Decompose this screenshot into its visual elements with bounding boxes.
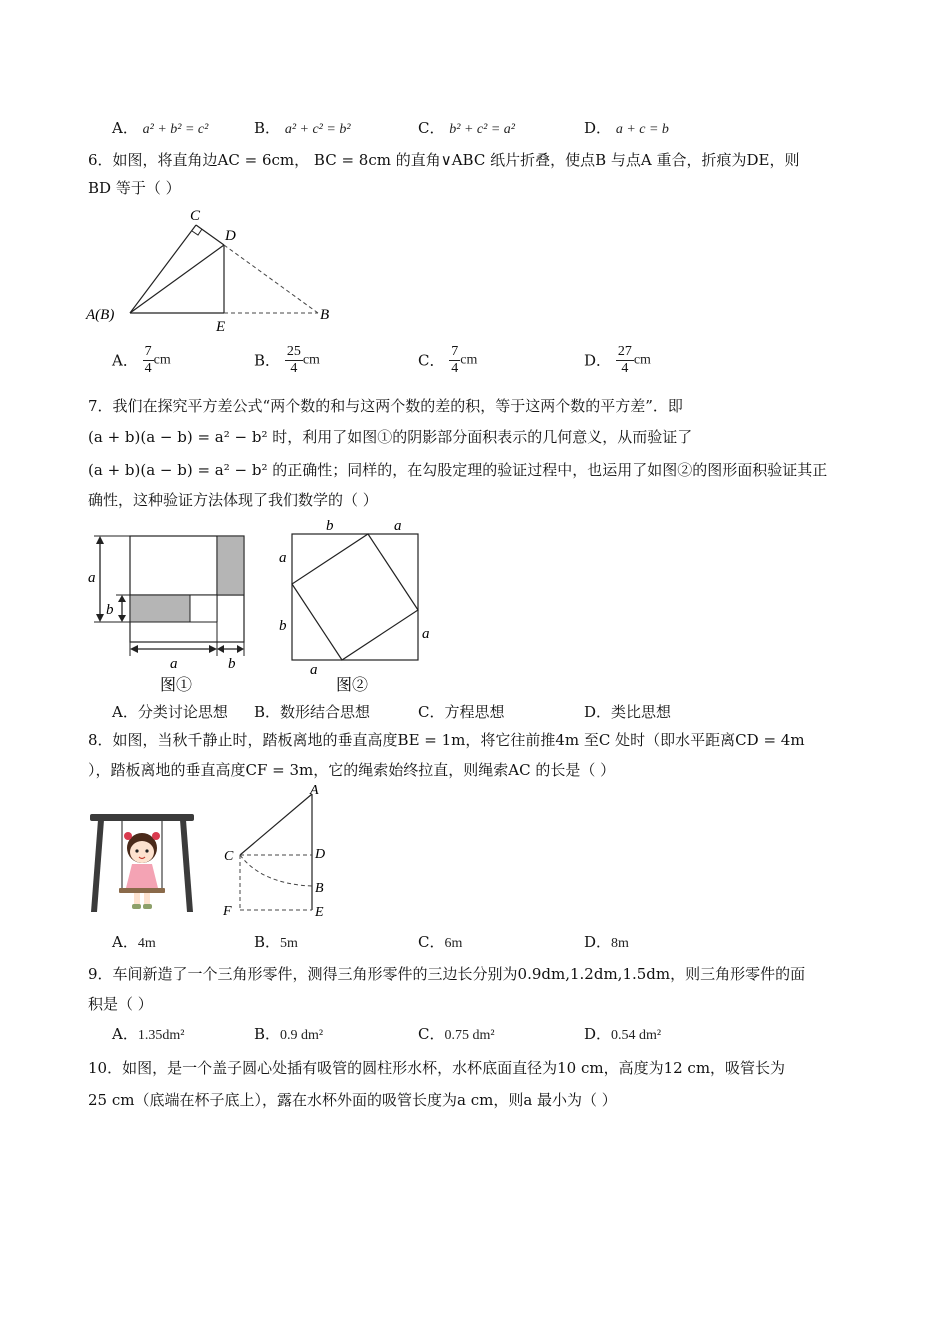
q7-fig1-small-square (190, 595, 217, 622)
q9-stem-line2: 积是（ ） (88, 995, 153, 1013)
swing-top-bar (90, 814, 194, 821)
q7-option-a[interactable]: A．分类讨论思想 (112, 703, 228, 721)
q6-seg-cd (196, 225, 224, 245)
q7-fig1-arrowhead (96, 536, 104, 544)
q7-option-c[interactable]: C．方程思想 (418, 703, 505, 721)
q7-fig1-caption: 图① (160, 677, 193, 694)
q6-option-a[interactable]: A． $\frac{7}{4}$ cm (112, 344, 171, 376)
q8-label-e: E (315, 905, 324, 920)
q8-stem-line1: 8．如图，当秋千静止时，踏板离地的垂直高度BE = 1m，将它往前推4m 至C 处时（即水平距离CD = 4m (88, 731, 805, 749)
q8-option-c[interactable]: C．6m (418, 933, 463, 951)
q8-swing-illustration (86, 808, 198, 916)
girl-bow-right (152, 832, 160, 840)
q6-option-b-fraction: $\frac{25}{4}$ (286, 344, 301, 376)
q8-label-d: D (315, 847, 326, 862)
q7-fig1-shaded-right (217, 536, 244, 595)
q6-option-d-fraction: $\frac{27}{4}$ (617, 344, 632, 376)
q7-fig2-label-b-top: b (326, 518, 334, 534)
girl-leg-right (144, 893, 150, 905)
q7-fig2-label-a-right: a (422, 626, 430, 642)
q6-option-d[interactable]: D． $\frac{27}{4}$ cm (584, 344, 651, 376)
q6-seg-ac (130, 225, 196, 313)
q6-right-angle-mark (192, 229, 202, 235)
q9-option-a[interactable]: A．1.35dm² (112, 1025, 185, 1043)
q8-label-b: B (315, 881, 324, 896)
q6-option-c[interactable]: C． $\frac{7}{4}$ cm (418, 344, 478, 376)
q5-option-b[interactable]: B． a² + c² = b² (254, 119, 351, 137)
girl-leg-left (134, 893, 140, 905)
girl-face (130, 841, 154, 863)
q5-option-c[interactable]: C． b² + c² = a² (418, 119, 515, 137)
q7-option-b[interactable]: B．数形结合思想 (254, 703, 371, 721)
q7-fig1-label-b-bottom: b (228, 656, 236, 672)
q7-fig2-label-b-left: b (279, 618, 287, 634)
girl-eye-left (135, 849, 138, 852)
q5-option-d[interactable]: D． a + c = b (584, 119, 669, 137)
q7-fig1-arrowhead (130, 645, 138, 653)
swing-left-post (91, 820, 104, 912)
q8-seg-ac (240, 794, 312, 855)
q7-stem-line3: (a + b)(a − b) = a² − b² 的正确性；同样的，在勾股定理的验证过程中，也运用了如图②的图形面积验证其正 (88, 461, 828, 479)
q6-option-b[interactable]: B． $\frac{25}{4}$ cm (254, 344, 320, 376)
q7-fig1-arrowhead (209, 645, 217, 653)
girl-shoe-left (132, 904, 141, 909)
q5-option-a[interactable]: A． a² + b² = c² (112, 119, 209, 137)
q6-label-d: D (225, 228, 236, 244)
q8-label-a: A (310, 783, 319, 798)
q7-fig1-arrowhead (217, 645, 224, 653)
q8-figure (218, 782, 338, 922)
q8-option-b[interactable]: B．5m (254, 933, 298, 951)
q6-seg-db-dashed (224, 245, 318, 313)
q7-fig2-outer-square (292, 534, 418, 660)
q7-figure-2 (270, 514, 440, 696)
q7-fig2-label-a-top: a (394, 518, 402, 534)
q6-figure (80, 200, 350, 340)
q8-label-c: C (224, 849, 234, 864)
q9-option-d[interactable]: D．0.54 dm² (584, 1025, 662, 1043)
q8-option-d[interactable]: D．8m (584, 933, 629, 951)
q7-fig2-label-a-left: a (279, 550, 287, 566)
q7-fig2-label-a-bottom: a (310, 662, 318, 678)
q7-fig2-caption: 图② (336, 677, 369, 694)
q7-stem-line4: 确性，这种验证方法体现了我们数学的（ ） (88, 491, 378, 509)
girl-dress (126, 864, 158, 888)
q7-fig1-label-b-left: b (106, 602, 114, 618)
q6-option-a-fraction: $\frac{7}{4}$ (144, 344, 152, 376)
q8-option-a[interactable]: A．4m (112, 933, 156, 951)
q7-stem-line2: (a + b)(a − b) = a² − b² 时，利用了如图①的阴影部分面积表示的几何意义，从而验证了 (88, 428, 693, 446)
q7-figure-1 (80, 518, 260, 696)
q7-fig1-label-a-bottom: a (170, 656, 178, 672)
q6-label-ab: A(B) (86, 307, 115, 323)
q7-fig1-arrowhead (96, 614, 104, 622)
q6-option-c-fraction: $\frac{7}{4}$ (451, 344, 459, 376)
q6-label-b: B (320, 307, 330, 323)
q10-stem-line2: 25 cm（底端在杯子底上），露在水杯外面的吸管长度为a cm，则a 最小为（ ） (88, 1091, 617, 1109)
q7-fig1-label-a-left: a (88, 570, 96, 586)
q6-label-e: E (216, 319, 226, 335)
swing-seat (119, 888, 165, 893)
q7-fig1-arrowhead (237, 645, 244, 653)
q7-stem-line1: 7．我们在探究平方差公式“两个数的和与这两个数的差的积，等于这两个数的平方差”．即 (88, 397, 683, 415)
q8-arc-cb-dashed (240, 855, 312, 886)
girl-bow-left (124, 832, 132, 840)
q7-fig1-arrowhead (118, 615, 126, 622)
q8-stem-line2: ），踏板离地的垂直高度CF = 3m，它的绳索始终拉直，则绳索AC 的长是（ ） (88, 761, 616, 779)
q6-stem-line2: BD 等于（ ） (88, 179, 181, 197)
q7-fig2-inner-square (292, 534, 418, 660)
q8-label-f: F (223, 904, 232, 919)
q7-fig1-arrowhead (118, 595, 126, 602)
girl-shoe-right (143, 904, 152, 909)
girl-eye-right (145, 849, 148, 852)
q7-fig1-shaded-bottom (130, 595, 190, 622)
q6-label-c: C (190, 208, 201, 224)
q6-stem-line1: 6．如图，将直角边AC = 6cm， BC = 8cm 的直角∨ABC 纸片折叠，使点B 与点A 重合，折痕为DE，则 (88, 151, 800, 169)
q9-stem-line1: 9．车间新造了一个三角形零件，测得三角形零件的三边长分别为0.9dm,1.2dm,1.5dm，则三角形零件的面 (88, 965, 806, 983)
q9-option-b[interactable]: B．0.9 dm² (254, 1025, 324, 1043)
swing-right-post (180, 820, 193, 912)
q7-option-d[interactable]: D．类比思想 (584, 703, 672, 721)
q9-option-c[interactable]: C．0.75 dm² (418, 1025, 495, 1043)
q10-stem-line1: 10．如图，是一个盖子圆心处插有吸管的圆柱形水杯，水杯底面直径为10 cm，高度为12 cm，吸管长为 (88, 1059, 786, 1077)
q6-seg-ad (130, 245, 224, 313)
